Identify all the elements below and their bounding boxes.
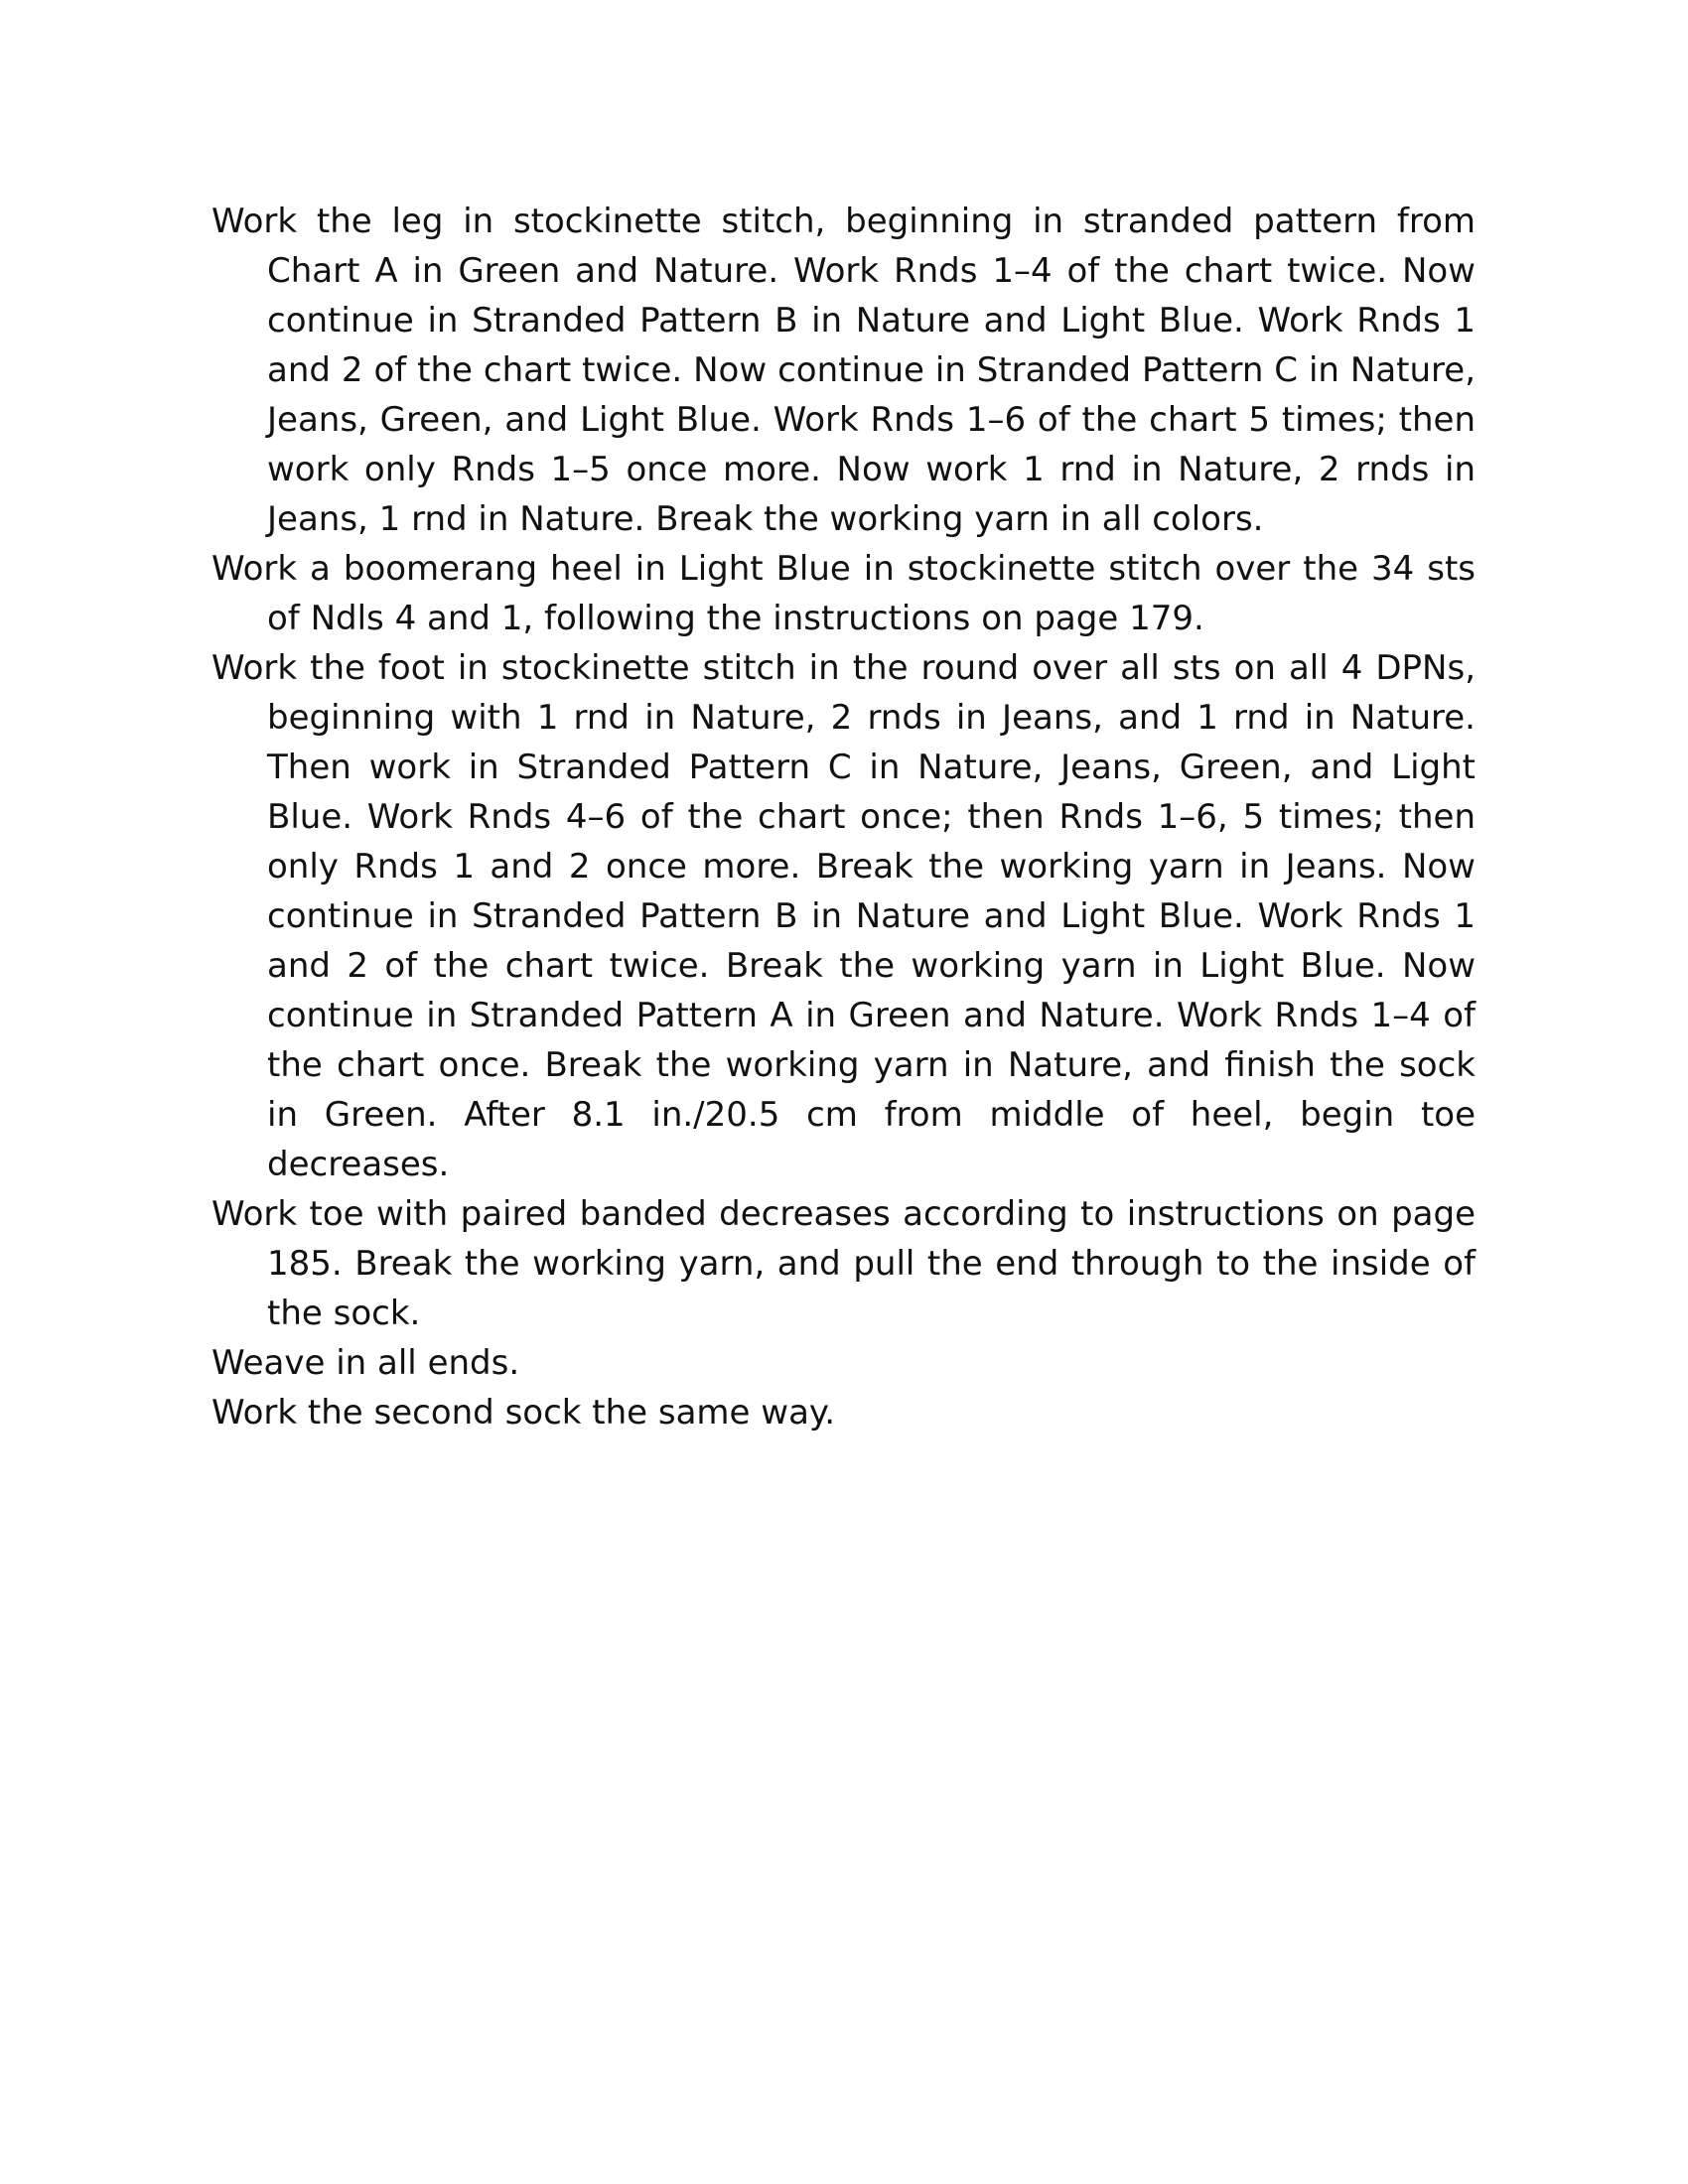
paragraph-foot: Work the foot in stockinette stitch in the round over all sts on all 4 DPNs, beginning with 1 rnd in Nature, 2 rnds in Jeans, and 1 rnd in Nature. Then work in Stranded Pattern C in Nature, Jeans, Green, and Light Blue. Work Rnds 4–6 of the chart once; then Rnds 1–6, 5 times; then only Rnds 1 and 2 once more. Break the working yarn in Jeans. Now continue in Stranded Pattern B in Nature and Light Blue. Work Rnds 1 and 2 of the chart twice. Break the working yarn in Light Blue. Now continue in Stranded Pattern A in Green and Nature. Work Rnds 1–4 of the chart once. Break the working yarn in Nature, and finish the sock in Green. After 8.1 in./20.5 cm from middle of heel, begin toe decreases. <box>211 648 1476 1184</box>
paragraph-toe: Work toe with paired banded decreases according to instructions on page 185. Break the working yarn, and pull the end through to the inside of the sock. <box>211 1194 1476 1333</box>
paragraph-leg: Work the leg in stockinette stitch, beginning in stranded pattern from Chart A in Green and Nature. Work Rnds 1–4 of the chart twice. Now continue in Stranded Pattern B in Nature and Light Blue. Work Rnds 1 and 2 of the chart twice. Now continue in Stranded Pattern C in Nature, Jeans, Green, and Light Blue. Work Rnds 1–6 of the chart 5 times; then work only Rnds 1–5 once more. Now work 1 rnd in Nature, 2 rnds in Jeans, 1 rnd in Nature. Break the working yarn in all colors. <box>211 202 1476 539</box>
paragraph-second-sock: Work the second sock the same way. <box>211 1393 836 1433</box>
paragraph-weave: Weave in all ends. <box>211 1343 520 1383</box>
instructions-text <box>211 197 1476 1437</box>
paragraph-heel: Work a boomerang heel in Light Blue in stockinette stitch over the 34 sts of Ndls 4 and 1, following the instructions on page 179. <box>211 549 1476 638</box>
